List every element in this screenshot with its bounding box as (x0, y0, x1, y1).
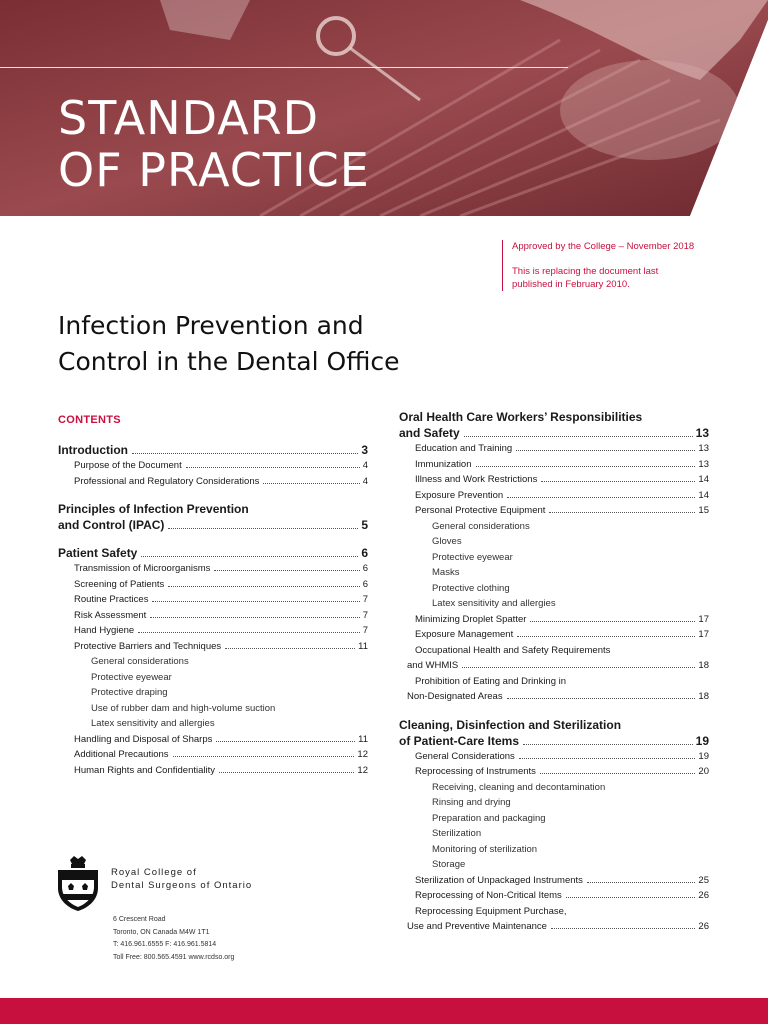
toc-leader-dots (150, 617, 359, 618)
toc-entry[interactable] (399, 842, 709, 858)
toc-entry[interactable] (58, 608, 368, 624)
toc-page-number: 7 (362, 594, 368, 605)
toc-entry-label: Personal Protective Equipment (415, 505, 546, 516)
toc-entry-label: Routine Practices (74, 594, 149, 605)
toc-entry-label: Illness and Work Restrictions (415, 474, 538, 485)
toc-entry-label: Occupational Health and Safety Requirements (415, 644, 611, 656)
banner-title-line2: OF PRACTICE (58, 143, 370, 197)
toc-entry-label: Use of rubber dam and high-volume suction (91, 702, 276, 714)
toc-entry-label: Exposure Prevention (415, 489, 504, 501)
toc-page-number: 14 (698, 489, 709, 501)
toc-entry[interactable] (399, 488, 709, 504)
toc-entry[interactable] (399, 441, 709, 457)
toc-entry-label: Protective draping (91, 687, 168, 698)
toc-page-number: 11 (358, 640, 368, 652)
toc-entry[interactable] (399, 826, 709, 842)
toc-entry[interactable] (58, 701, 368, 717)
toc-page-number: 26 (698, 890, 709, 901)
toc-entry-label: Patient Safety (58, 546, 138, 560)
toc-leader-dots (566, 897, 696, 898)
toc-entry-label: Prohibition of Eating and Drinking in (415, 675, 567, 687)
toc-entry-label: Introduction (58, 443, 128, 457)
toc-leader-dots (186, 467, 360, 468)
toc-page-number: 26 (698, 921, 709, 932)
banner-rule (0, 67, 568, 68)
toc-entry[interactable] (58, 654, 368, 670)
toc-entry[interactable] (399, 457, 709, 473)
toc-entry-label: Masks (432, 567, 460, 578)
toc-entry[interactable] (399, 888, 709, 904)
toc-entry-label: Sterilization of Unpackaged Instruments (415, 874, 583, 886)
toc-page-number: 6 (361, 546, 368, 560)
toc-entry[interactable] (58, 458, 368, 474)
toc-entry[interactable] (58, 623, 368, 639)
toc-leader-dots (152, 601, 359, 602)
toc-page-number: 20 (698, 766, 709, 777)
toc-page-number: 12 (357, 749, 368, 760)
toc-leader-dots (507, 698, 696, 699)
toc-entry[interactable] (399, 472, 709, 488)
toc-page-number: 17 (698, 613, 709, 625)
toc-leader-dots (519, 758, 696, 759)
toc-entry-label: Latex sensitivity and allergies (91, 718, 215, 729)
crest-logo (56, 854, 100, 912)
approval-date: Approved by the College – November 2018 (512, 241, 695, 252)
address-phone: T: 416.961.6555 F: 416.961.5814 (113, 941, 217, 948)
toc-entry-label: Latex sensitivity and allergies (432, 598, 556, 609)
toc-entry-label: Additional Precautions (74, 749, 169, 760)
toc-entry-label: Oral Health Care Workers’ Responsibilities (399, 410, 643, 424)
toc-entry[interactable] (399, 581, 709, 597)
org-name-line1: Royal College of (111, 867, 197, 878)
toc-entry-label: Screening of Patients (74, 578, 165, 590)
toc-entry-label: Purpose of the Document (74, 460, 182, 471)
toc-entry[interactable] (399, 733, 709, 749)
banner-title (58, 92, 370, 196)
toc-leader-dots (173, 756, 355, 757)
footer-bar (0, 998, 768, 1024)
toc-entry-label: of Patient-Care Items (399, 733, 520, 748)
toc-entry[interactable] (399, 425, 709, 441)
toc-entry-label: and Control (IPAC) (58, 518, 165, 532)
toc-entry-label: Reprocessing of Non-Critical Items (415, 890, 562, 901)
toc-entry[interactable] (399, 503, 709, 519)
toc-entry[interactable] (58, 592, 368, 608)
toc-entry-label: and Safety (399, 426, 460, 440)
toc-entry[interactable] (399, 780, 709, 796)
toc-page-number: 13 (698, 443, 709, 454)
toc-leader-dots (168, 528, 358, 529)
toc-leader-dots (476, 466, 696, 467)
toc-entry-label: Human Rights and Confidentiality (74, 764, 215, 776)
toc-entry[interactable] (399, 873, 709, 889)
toc-entry-label: Reprocessing of Instruments (415, 766, 536, 777)
toc-entry-label: Protective clothing (432, 582, 510, 594)
toc-page-number: 13 (698, 458, 709, 470)
toc-leader-dots (263, 483, 359, 484)
toc-leader-dots (587, 882, 696, 883)
toc-page-number: 18 (698, 691, 709, 702)
toc-page-number: 6 (362, 563, 368, 574)
toc-leader-dots (138, 632, 359, 633)
toc-entry[interactable] (58, 732, 368, 748)
toc-entry[interactable] (399, 919, 709, 935)
toc-entry[interactable] (58, 747, 368, 763)
toc-entry-label: Principles of Infection Prevention (58, 502, 249, 516)
toc-entry-label: Immunization (415, 458, 472, 470)
toc-right-column (399, 409, 709, 935)
toc-page-number: 13 (695, 426, 709, 440)
toc-entry[interactable] (58, 517, 368, 533)
toc-entry[interactable] (58, 716, 368, 732)
toc-entry-label: Professional and Regulatory Considerations (74, 475, 260, 487)
toc-entry[interactable] (399, 904, 709, 920)
toc-entry[interactable] (399, 717, 709, 733)
toc-entry[interactable] (399, 811, 709, 827)
toc-left-column (58, 442, 368, 778)
toc-entry[interactable] (399, 612, 709, 628)
toc-entry-label: Gloves (432, 536, 462, 547)
toc-entry-label: Protective Barriers and Techniques (74, 640, 222, 652)
replacement-note: This is replacing the document last published in February 2010. (512, 266, 659, 290)
toc-leader-dots (507, 497, 695, 498)
organization-address (113, 914, 234, 964)
toc-entry[interactable] (399, 643, 709, 659)
toc-entry[interactable] (58, 763, 368, 779)
toc-entry-label: Preparation and packaging (432, 812, 546, 824)
toc-leader-dots (132, 453, 358, 454)
toc-entry-label: Exposure Management (415, 629, 514, 640)
toc-entry-label: General considerations (432, 520, 530, 532)
toc-page-number: 15 (698, 505, 709, 516)
toc-entry-label: Use and Preventive Maintenance (407, 921, 547, 932)
toc-leader-dots (214, 570, 359, 571)
toc-leader-dots (540, 773, 696, 774)
toc-page-number: 12 (357, 764, 368, 776)
toc-entry[interactable] (399, 674, 709, 690)
toc-entry-label: Rinsing and drying (432, 797, 511, 808)
toc-entry[interactable] (399, 689, 709, 705)
toc-entry-label: Education and Training (415, 443, 513, 454)
toc-entry[interactable] (399, 658, 709, 674)
toc-entry[interactable] (399, 550, 709, 566)
toc-entry[interactable] (58, 685, 368, 701)
toc-entry-label: Storage (432, 859, 466, 870)
toc-leader-dots (549, 512, 695, 513)
toc-entry[interactable] (399, 749, 709, 765)
toc-entry-label: Transmission of Microorganisms (74, 563, 211, 574)
toc-entry-label: Non-Designated Areas (407, 691, 503, 702)
toc-leader-dots (464, 436, 693, 437)
toc-entry[interactable] (399, 627, 709, 643)
toc-entry[interactable] (58, 561, 368, 577)
toc-entry[interactable] (58, 442, 368, 458)
toc-leader-dots (225, 648, 355, 649)
toc-entry-label: Protective eyewear (432, 551, 513, 563)
toc-leader-dots (551, 928, 695, 929)
toc-leader-dots (216, 741, 355, 742)
toc-entry-label: General considerations (91, 656, 189, 667)
toc-page-number: 7 (362, 625, 368, 636)
address-city: Toronto, ON Canada M4W 1T1 (113, 928, 210, 936)
banner-title-line1: STANDARD (58, 91, 320, 145)
toc-entry-label: Monitoring of sterilization (432, 843, 538, 855)
toc-entry-label: Protective eyewear (91, 671, 172, 683)
toc-page-number: 19 (695, 733, 709, 748)
toc-leader-dots (219, 772, 354, 773)
toc-entry[interactable] (399, 857, 709, 873)
toc-entry-label: Hand Hygiene (74, 625, 135, 636)
toc-entry-label: General Considerations (415, 750, 515, 762)
toc-entry-label: Risk Assessment (74, 609, 147, 621)
document-title (58, 308, 400, 380)
address-tollfree: Toll Free: 800.565.4591 www.rcdso.org (113, 953, 235, 961)
toc-page-number: 19 (698, 750, 709, 762)
document-title-line2: Control in the Dental Office (58, 347, 400, 376)
document-title-line1: Infection Prevention and (58, 311, 364, 340)
toc-entry-label: and WHMIS (407, 660, 459, 671)
toc-page-number: 6 (362, 578, 368, 590)
approval-note (502, 240, 732, 291)
toc-leader-dots (516, 450, 695, 451)
org-name-line2: Dental Surgeons of Ontario (111, 880, 253, 891)
toc-entry[interactable] (399, 764, 709, 780)
toc-leader-dots (462, 667, 695, 668)
toc-page-number: 11 (358, 733, 368, 745)
toc-page-number: 14 (698, 474, 709, 485)
toc-page-number: 4 (362, 460, 368, 471)
toc-entry[interactable] (399, 534, 709, 550)
toc-entry-label: Handling and Disposal of Sharps (74, 733, 213, 745)
contents-heading: CONTENTS (58, 414, 121, 426)
header-banner (0, 0, 768, 216)
toc-page-number: 17 (698, 629, 709, 640)
toc-leader-dots (523, 744, 693, 745)
toc-entry[interactable] (58, 639, 368, 655)
toc-page-number: 5 (361, 518, 368, 532)
toc-entry[interactable] (58, 545, 368, 561)
toc-entry-label: Minimizing Droplet Spatter (415, 613, 527, 625)
toc-page-number: 3 (361, 443, 368, 457)
toc-entry-label: Sterilization (432, 828, 482, 839)
toc-entry[interactable] (399, 565, 709, 581)
toc-entry[interactable] (399, 596, 709, 612)
toc-leader-dots (530, 621, 695, 622)
toc-leader-dots (168, 586, 359, 587)
toc-entry[interactable] (399, 519, 709, 535)
toc-page-number: 18 (698, 660, 709, 671)
toc-entry[interactable] (58, 670, 368, 686)
toc-page-number: 25 (698, 874, 709, 886)
toc-leader-dots (541, 481, 695, 482)
toc-entry-label: Receiving, cleaning and decontamination (432, 781, 606, 793)
toc-leader-dots (517, 636, 695, 637)
toc-entry[interactable] (58, 577, 368, 593)
toc-entry-label: Cleaning, Disinfection and Sterilization (399, 717, 622, 732)
toc-page-number: 4 (362, 475, 368, 487)
organization-name (111, 866, 252, 892)
toc-entry[interactable] (399, 409, 709, 425)
toc-entry[interactable] (58, 474, 368, 490)
toc-leader-dots (141, 556, 358, 557)
toc-entry[interactable] (399, 795, 709, 811)
toc-entry[interactable] (58, 501, 368, 517)
address-street: 6 Crescent Road (113, 916, 166, 923)
toc-entry-label: Reprocessing Equipment Purchase, (415, 905, 567, 917)
toc-page-number: 7 (362, 609, 368, 621)
